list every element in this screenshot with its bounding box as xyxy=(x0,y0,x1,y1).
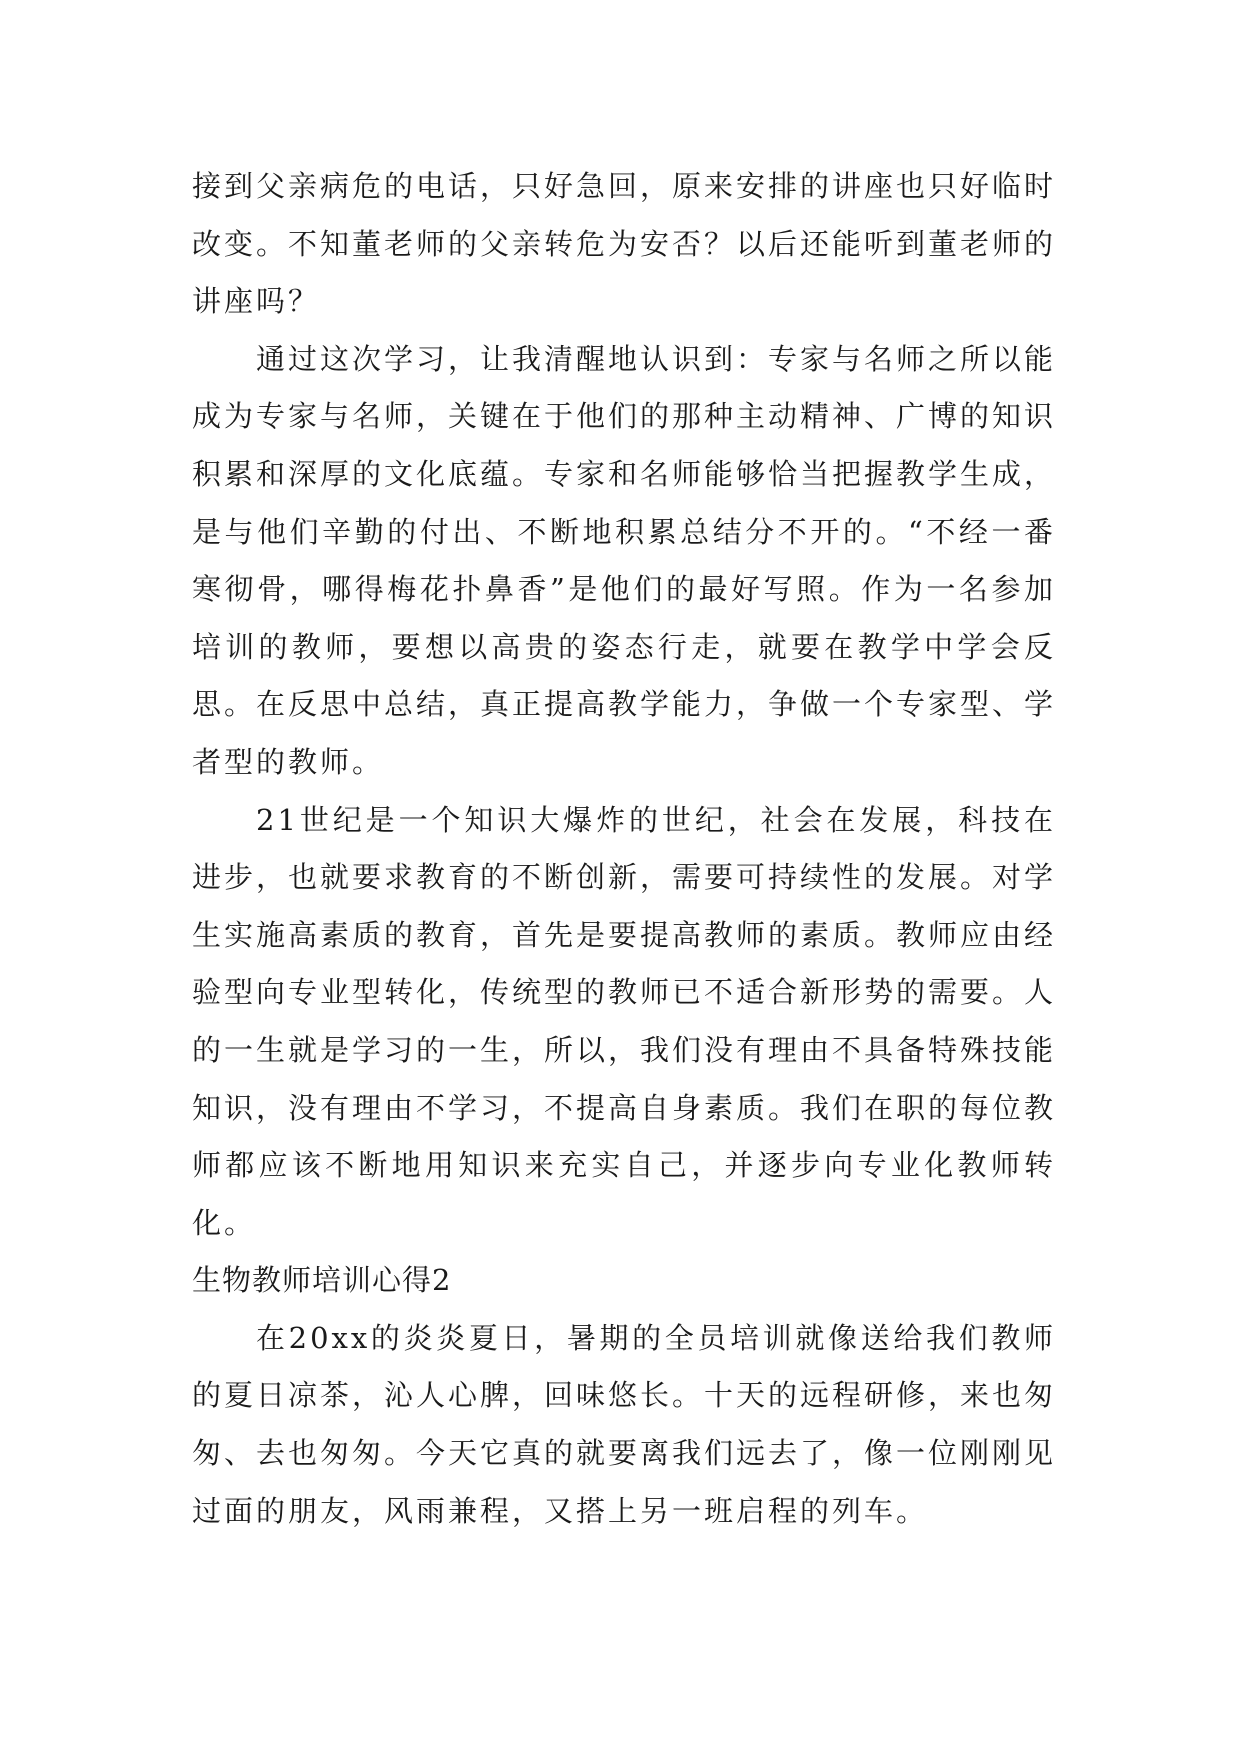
document-body xyxy=(192,158,1056,1540)
paragraph-reflection: 通过这次学习，让我清醒地认识到：专家与名师之所以能成为专家与名师，关键在于他们的那种主动精神、广博的知识积累和深厚的文化底蕴。专家和名师能够恰当把握教学生成，是与他们辛勤的付出、不断地积累总结分不开的。“不经一番寒彻骨，哪得梅花扑鼻香”是他们的最好写照。作为一名参加培训的教师，要想以高贵的姿态行走，就要在教学中学会反思。在反思中总结，真正提高教学能力，争做一个专家型、学者型的教师。 xyxy=(192,341,1057,779)
paragraph-continuation: 接到父亲病危的电话，只好急回，原来安排的讲座也只好临时改变。不知董老师的父亲转危为安否？以后还能听到董老师的讲座吗？ xyxy=(192,169,1057,319)
paragraph-21st-century: 21世纪是一个知识大爆炸的世纪，社会在发展，科技在进步，也就要求教育的不断创新，需要可持续性的发展。对学生实施高素质的教育，首先是要提高教师的素质。教师应由经验型向专业型转化，传统型的教师已不适合新形势的需要。人的一生就是学习的一生，所以，我们没有理由不具备特殊技能知识，没有理由不学习，不提高自身素质。我们在职的每位教师都应该不断地用知识来充实自己，并逐步向专业化教师转化。 xyxy=(192,802,1057,1240)
section-title: 生物教师培训心得2 xyxy=(192,1263,452,1298)
paragraph-summer-training: 在20xx的炎炎夏日，暑期的全员培训就像送给我们教师的夏日凉茶，沁人心脾，回味悠长。十天的远程研修，来也匆匆、去也匆匆。今天它真的就要离我们远去了，像一位刚刚见过面的朋友，风雨兼程，又搭上另一班启程的列车。 xyxy=(192,1320,1057,1528)
